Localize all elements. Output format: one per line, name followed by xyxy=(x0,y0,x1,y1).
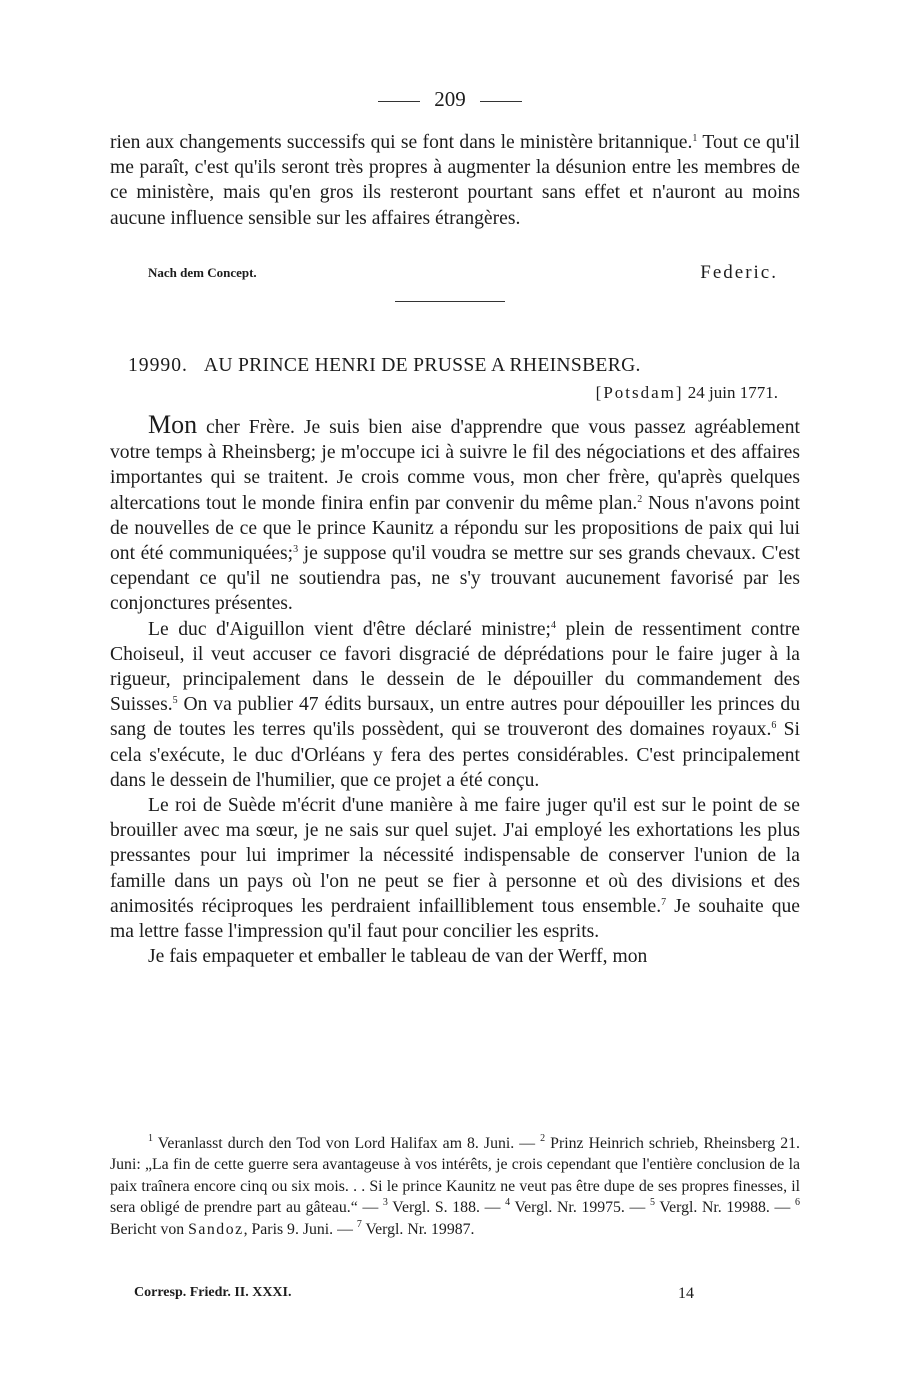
paragraph-4: Je fais empaqueter et emballer le tableau de van der Werff, mon xyxy=(148,946,648,968)
paragraph-1 xyxy=(110,412,800,617)
source-note: Nach dem Concept. xyxy=(148,265,257,280)
letter-body xyxy=(110,412,800,969)
footnote-marker-6: 6 xyxy=(795,1197,801,1209)
footnotes xyxy=(110,1133,800,1240)
footnote-marker-1: 1 xyxy=(148,1133,153,1144)
footnote-ref-2: 2 xyxy=(637,493,643,505)
footnote-1: Veranlasst durch den Tod von Lord Halifax am 8. Juni. — xyxy=(153,1135,541,1152)
previous-letter-text: rien aux changements successifs qui se font dans le ministère britannique. xyxy=(110,132,693,153)
footnote-5: Vergl. Nr. 19988. — xyxy=(655,1199,796,1217)
signature-mark: 14 xyxy=(678,1285,694,1302)
page-footer xyxy=(134,1285,694,1305)
footnote-7: Vergl. Nr. 19987. xyxy=(361,1220,475,1238)
paragraph-1-text-b: Nous n'avons point de nouvelles de ce que le prince Kaunitz a répondu sur les propositions de paix qui lui ont été communiquées; xyxy=(110,492,800,565)
paragraph-2 xyxy=(110,617,800,793)
footnote-ref-7: 7 xyxy=(661,896,667,908)
footnote-ref-5: 5 xyxy=(172,695,178,707)
page-number-rule-left xyxy=(378,101,420,102)
page-number-line xyxy=(0,86,900,112)
paragraph-2-text-b: plein de ressentiment contre Choiseul, il veut accuser ce favori disgracié de déprédations pour le faire juger à la rigueur, principalement dans le dessein de le dépouiller du commandement des Suisses. xyxy=(110,618,800,716)
paragraph-2-text: Le duc d'Aiguillon vient d'être déclaré ministre; xyxy=(148,618,551,640)
footnote-ref-3: 3 xyxy=(293,544,299,556)
footer-title: Corresp. Friedr. II. XXXI. xyxy=(134,1285,292,1300)
page-number: 209 xyxy=(434,87,466,111)
paragraph-2-text-c: On va publier 47 édits bursaux, un entre autres pour dépouiller les princes du sang de toutes les terres qu'ils possèdent, qui se trouveront des domaines royaux. xyxy=(110,694,800,741)
footnotes-text xyxy=(110,1133,800,1240)
footnote-ref-4: 4 xyxy=(550,619,556,631)
letter-place: [Potsdam] xyxy=(595,383,684,402)
paragraph-2-text-d: Si cela s'exécute, le duc d'Orléans y fera des pertes considérables. C'est principalement dans le dessein de l'humilier, que ce projet a été conçu. xyxy=(110,719,800,791)
footnote-marker-2: 2 xyxy=(540,1133,546,1144)
paragraph-3 xyxy=(110,793,800,944)
paragraph-1-text-c: je suppose qu'il voudra se mettre sur ses grands chevaux. C'est cependant ce qu'il ne soutiendra pas, ne s'y trouvant aucunement favorisé par les conjonctures présentes. xyxy=(110,543,800,615)
footnote-3: Vergl. S. 188. — xyxy=(387,1199,506,1217)
footnote-2: Prinz Heinrich schrieb, Rheinsberg 21. Juni: „La fin de cette guerre sera avantageuse à vos intérêts, je crois cependant que l'entière conclusion de la paix traînera encore cinq ou six mois. . . Si le prince Kaunitz ne veut pas être dupe de ses propres finesses, il sera obligé de prendre part au gâteau.“ — xyxy=(110,1135,800,1217)
footnote-marker-7: 7 xyxy=(356,1218,362,1230)
footnote-marker-5: 5 xyxy=(650,1197,656,1209)
paragraph-1-text: cher Frère. Je suis bien aise d'apprendre que vous passez agréablement votre temps à Rheinsberg; je m'occupe ici à suivre le fil des négociations et des affaires importantes qui se traitent. Je crois comme vous, mon cher frère, qu'après quelques altercations tout le monde finira enfin par convenir du même plan. xyxy=(110,417,800,514)
paragraph-3-text-b: Je souhaite que ma lettre fasse l'impression qu'il faut pour concilier les esprits. xyxy=(110,895,800,943)
footnote-6-name: Sandoz xyxy=(188,1220,244,1238)
footnote-6c: , Paris 9. Juni. — xyxy=(243,1220,357,1238)
footnote-marker-3: 3 xyxy=(382,1197,388,1209)
letter-separator xyxy=(395,301,505,302)
footnote-ref-1: 1 xyxy=(692,133,698,144)
footnote-marker-4: 4 xyxy=(505,1197,511,1209)
letter-dateline xyxy=(596,382,778,404)
footnote-4: Vergl. Nr. 19975. — xyxy=(510,1199,651,1217)
page-number-rule-right xyxy=(480,101,522,102)
footnote-ref-6: 6 xyxy=(771,720,777,732)
previous-letter-ending xyxy=(110,130,800,231)
previous-letter-text-cont: Tout ce qu'il me paraît, c'est qu'ils seront très propres à augmenter la désunion entre les membres de ce ministère, mais qu'en gros ils resteront pourtant sans effet et n'auront au moins aucune influence sensible sur les affaires étrangères. xyxy=(110,132,800,229)
letter-number: 19990. xyxy=(128,355,188,376)
letter-date: 24 juin 1771. xyxy=(687,383,778,402)
signature: Federic. xyxy=(700,262,778,283)
paragraph-3-text: Le roi de Suède m'écrit d'une manière à me faire juger qu'il est sur le point de se brouiller avec ma sœur, je ne sais sur quel sujet. J'ai employé les exhortations les plus pressantes pour lui imprimer la nécessité indispensable de conserver l'union de la famille dans un pays où l'on ne peut se fier à personne et où des divisions et des animosités réciproques les perdraient infailliblement tous ensemble. xyxy=(110,795,800,917)
letter-heading xyxy=(128,354,808,378)
footnote-6a: Bericht von xyxy=(110,1220,189,1238)
paragraph-1-opening: Mon xyxy=(148,410,198,439)
letter-title: AU PRINCE HENRI DE PRUSSE A RHEINSBERG. xyxy=(203,355,641,376)
closing-line xyxy=(148,262,778,284)
